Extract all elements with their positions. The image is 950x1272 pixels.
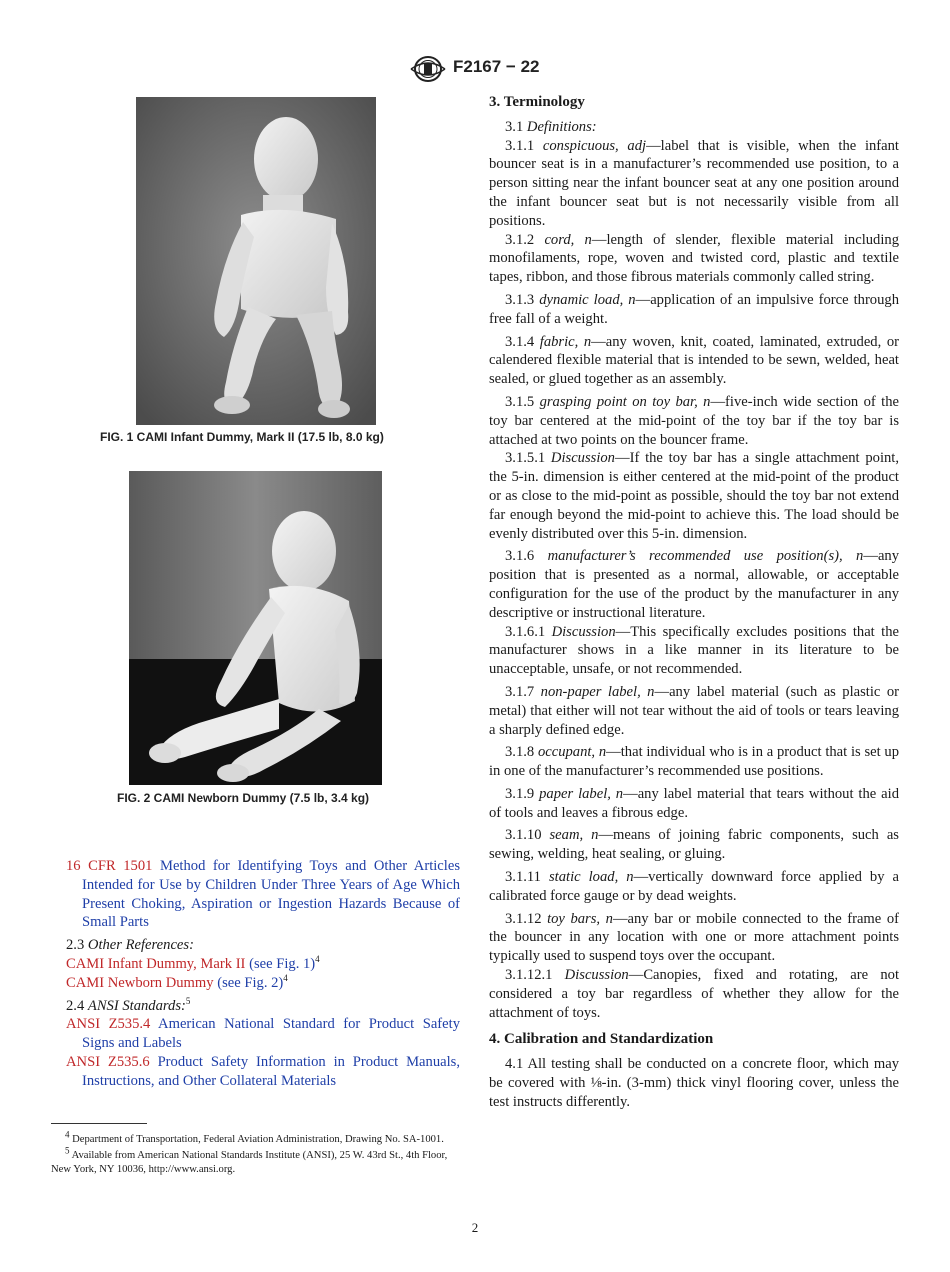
cfr-1501-link[interactable]: 16 CFR 1501 [66, 858, 153, 874]
ansi-z535-6-title-link[interactable]: Product Safety Information in Product Manuals, Instructions, and Other Collateral Materials [82, 1053, 460, 1089]
definition-3-1-3: 3.1.3 dynamic load, n—application of an impulsive force through free fall of a weight. [489, 291, 899, 327]
cami-newborn-dummy-photo [129, 471, 382, 785]
cami-newborn-dummy-link[interactable]: CAMI Newborn Dummy [66, 974, 214, 991]
footnotes [51, 1123, 461, 1179]
footnote-4: $^4$ Department of Transportation, Federal Aviation Administration, Drawing No. SA-1001. [65, 1129, 444, 1145]
definition-3-1-6: 3.1.6 manufacturer’s recommended use position(s), n—any position that is presented as a normal, allowable, or acceptable configuration for the use of the product by the manufacturer in any descriptive or instructional literature. [489, 548, 900, 621]
discussion-3-1-12-1: 3.1.12.1 Discussion—Canopies, fixed and rotating, are not considered a toy bar regardless of whether they allow for the attachment of toys. [489, 967, 899, 1021]
footnote-divider [51, 1123, 147, 1124]
reference-item [66, 1053, 460, 1091]
other-references-subheading: 2.3 Other References: [66, 937, 194, 954]
section-4-heading: 4. Calibration and Standardization [489, 1031, 714, 1048]
reference-item [66, 857, 460, 932]
reference-item [66, 955, 460, 974]
references-block [66, 857, 460, 1091]
ansi-z535-6-link[interactable]: ANSI Z535.6 [66, 1053, 150, 1070]
definition-3-1-10: 3.1.10 seam, n—means of joining fabric components, such as sewing, welding, heat sealing, or gluing. [489, 827, 899, 863]
footnote-4-mark[interactable]: 4 [315, 954, 320, 965]
standard-designation: F2167 − 22 [453, 57, 540, 76]
section-3-heading: 3. Terminology [489, 94, 585, 110]
definition-3-1-9: 3.1.9 paper label, n—any label material that tears without the aid of tools and leaves a fibrous edge. [489, 785, 899, 821]
reference-item [66, 1015, 460, 1053]
definition-3-1-12: 3.1.12 toy bars, n—any bar or mobile connected to the frame of the bouncer in any location with one or more attachment points typically used to suspend toys over the occupant. [489, 910, 899, 965]
definition-3-1-7: 3.1.7 non-paper label, n—any label material (such as plastic or metal) that either will not tear without the aid of tools or tears leaving a sharply defined edge. [489, 683, 899, 738]
definitions-subheading: 3.1 Definitions: [505, 118, 597, 135]
figure-1-caption: FIG. 1 CAMI Infant Dummy, Mark II (17.5 lb, 8.0 kg) [100, 430, 384, 444]
page-header [0, 55, 950, 83]
cfr-1501-title-link[interactable]: Method for Identifying Toys and Other Articles Intended for Use by Children Under Three Years of Age Which Present Choking, Aspiration or Ingestion Hazards Because of Small Parts [82, 858, 460, 931]
definition-3-1-1: 3.1.1 conspicuous, adj—label that is visible, when the infant bouncer seat is in a manufacturer’s recommended use position, to a person sitting near the infant bouncer seat at any one position around the infant bouncer seat but is not necessarily visible from all positions. [489, 137, 899, 229]
ansi-standards-subheading: 2.4 ANSI Standards:$^5$ [66, 995, 191, 1014]
discussion-3-1-6-1: 3.1.6.1 Discussion—This specifically excludes positions that the manufacturer shows in a like manner in its literature to be unacceptable, unsafe, or not recommended. [489, 623, 899, 678]
definition-3-1-5: 3.1.5 grasping point on toy bar, n—five-inch wide section of the toy bar centered at the mid-point of the toy bar if the toy bar is attached at two points on the bouncer frame. [489, 393, 899, 448]
see-fig-1-link[interactable]: (see Fig. 1) [249, 955, 316, 972]
page-number: 2 [471, 1220, 479, 1235]
definition-3-1-11: 3.1.11 static load, n—vertically downward force applied by a calibrated force gauge or by dead weights. [489, 869, 899, 904]
figure-2-caption: FIG. 2 CAMI Newborn Dummy (7.5 lb, 3.4 kg) [117, 791, 370, 805]
paragraph-4-1: 4.1 All testing shall be conducted on a concrete floor, which may be covered with ⅛-in. (3-mm) thick vinyl flooring cover, unless the test instructs differently. [489, 1056, 900, 1110]
ansi-z535-4-link[interactable]: ANSI Z535.4 [66, 1016, 151, 1033]
right-column [489, 93, 899, 1116]
astm-logo-icon [408, 55, 448, 83]
ansi-z535-4-title-link[interactable]: American National Standard for Product Safety Signs and Labels [82, 1016, 460, 1052]
footnote-4-mark[interactable]: 4 [283, 972, 288, 983]
discussion-3-1-5-1: 3.1.5.1 Discussion—If the toy bar has a single attachment point, the 5-in. dimension is either centered at the mid-point of the product or as close to the mid-point as possible, should the toy bar not extend far enough beyond the mid-point to achieve this. The load should be evenly distributed over this 5-in. dimension. [489, 450, 899, 542]
footnote-5: $^5$ Available from American National Standards Institute (ANSI), 25 W. 43rd St., 4th Floor, New York, NY 10036, http://www.ansi.org. [51, 1145, 448, 1175]
cami-infant-dummy-link[interactable]: CAMI Infant Dummy, Mark II [66, 955, 246, 972]
definition-3-1-8: 3.1.8 occupant, n—that individual who is in a product that is set up in one of the manufacturer’s recommended use positions. [489, 744, 899, 780]
definition-3-1-2: 3.1.2 cord, n—length of slender, flexible material including monofilaments, rope, woven and twisted cord, plastic and textile tapes, ribbon, and those fibrous materials commonly called string. [489, 231, 899, 286]
reference-item [66, 974, 460, 993]
see-fig-2-link[interactable]: (see Fig. 2) [217, 974, 284, 991]
footnote-5-mark[interactable]: 5 [185, 995, 191, 1006]
definition-3-1-4: 3.1.4 fabric, n—any woven, knit, coated, laminated, extruded, or calendered flexible material that is intended to be sewn, welded, heat sealed, or glued together as an assembly. [489, 333, 899, 388]
cami-infant-dummy-photo [136, 97, 376, 425]
